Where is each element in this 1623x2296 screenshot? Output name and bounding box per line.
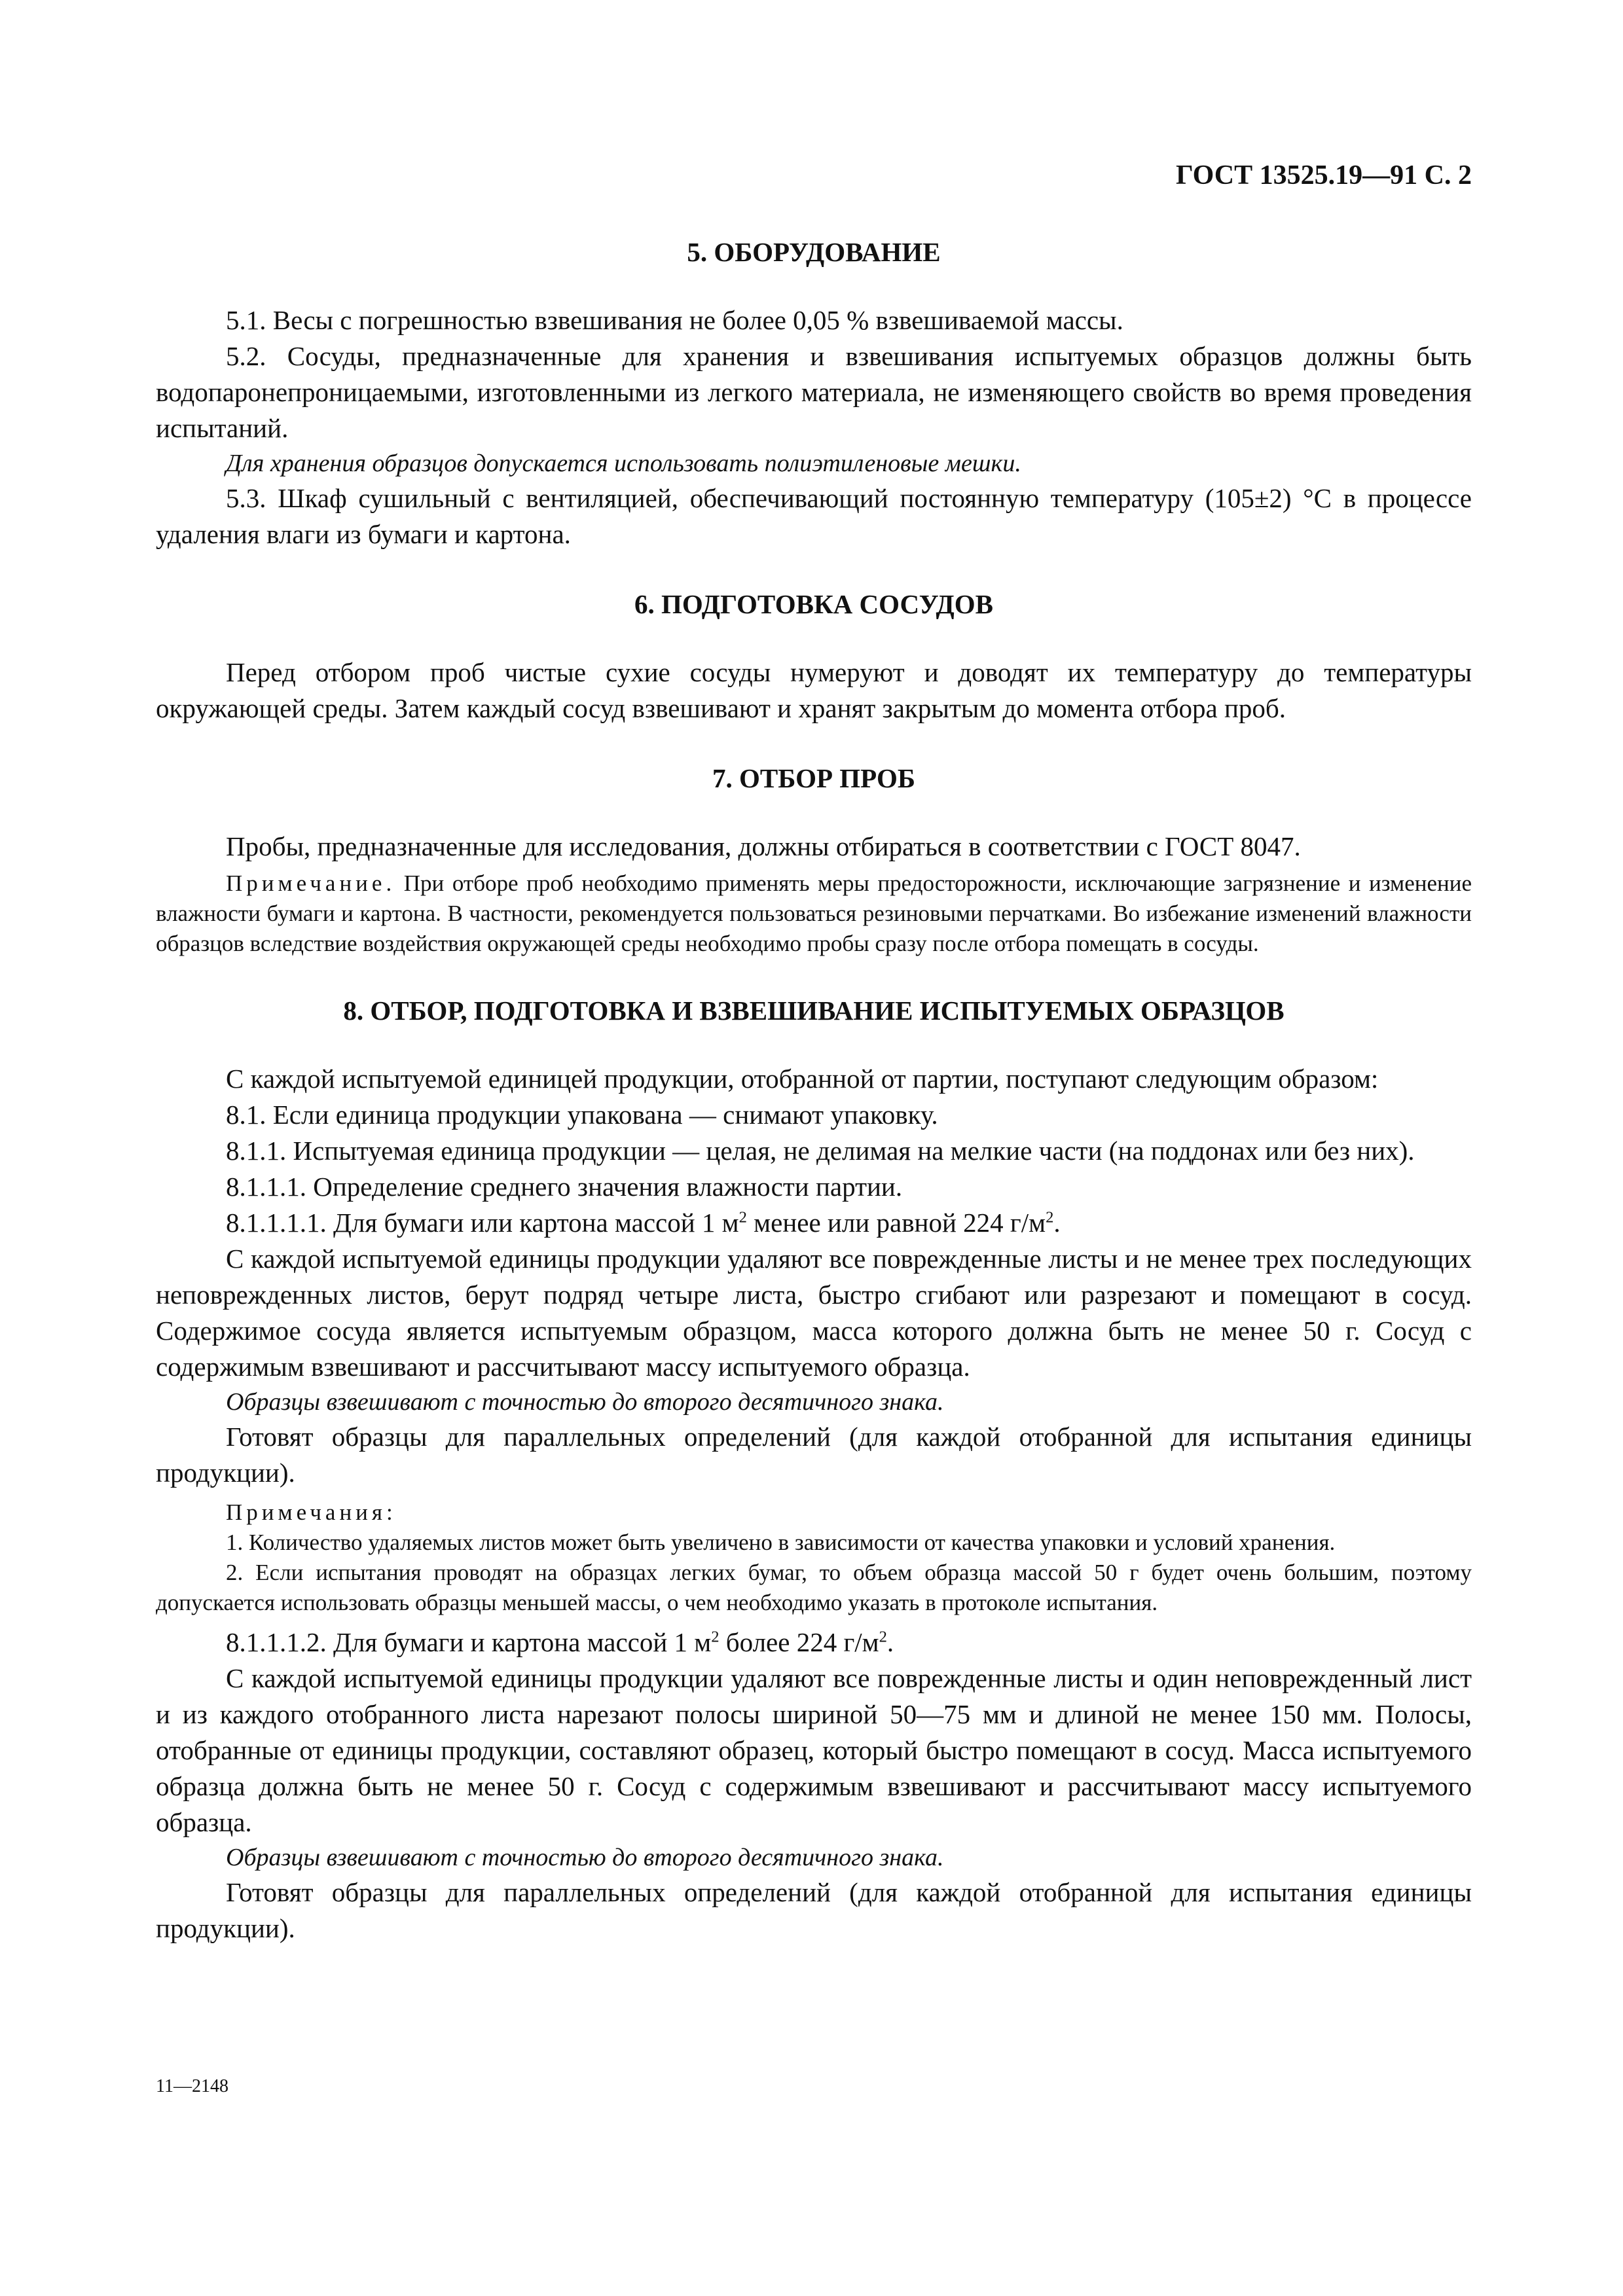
paragraph-8-1-1: 8.1.1. Испытуемая единица продукции — целая, не делимая на мелкие части (на поддонах или без них). <box>226 1136 1415 1166</box>
running-header: ГОСТ 13525.19—91 С. 2 <box>1175 160 1472 190</box>
section-6-title: 6. ПОДГОТОВКА СОСУДОВ <box>634 589 993 619</box>
paragraph-8-intro: С каждой испытуемой единицей продукции, отобранной от партии, поступают следующим образом: <box>226 1064 1379 1094</box>
note-text: При отборе проб необходимо применять меры предосторожности, исключающие загрязнение и изменение влажности бумаги и картона. В частности, рекомендуется пользоваться резиновыми перчатками. Во избежание изменений влажности образцов вследствие воздействия окружающей среды необходимо пробы сразу после отбора помещать в сосуды. <box>156 870 1472 956</box>
accuracy-note-1: Образцы взвешивают с точностью до второго десятичного знака. <box>226 1388 944 1416</box>
heading-part-a: 8.1.1.1.1. Для бумаги или картона массой 1 м <box>226 1208 739 1238</box>
note-2: 2. Если испытания проводят на образцах легких бумаг, то объем образца массой 50 г будет очень большим, поэтому допускается использовать образцы меньшей массы, о чем необходимо указать в протоколе испытания. <box>156 1560 1472 1615</box>
parallel-note-2: Готовят образцы для параллельных определений (для каждой отобранной для испытания единицы продукции). <box>156 1877 1472 1943</box>
paragraph-5-2-note: Для хранения образцов допускается использовать полиэтиленовые мешки. <box>226 450 1021 477</box>
paragraph-8-1-1-1-2-body: С каждой испытуемой единицы продукции удаляют все поврежденные листы и один неповрежденный лист и из каждого отобранного листа нарезают полосы шириной 50—75 мм и длиной не менее 150 мм. Полосы, отобранные от единицы продукции, составляют образец, который быстро помещают в сосуд. Масса испытуемого образца должна быть не менее 50 г. Сосуд с содержимым взвешивают и рассчитывают массу испытуемого образца. <box>156 1663 1472 1837</box>
superscript: 2 <box>711 1628 720 1646</box>
document-page <box>156 157 1472 1946</box>
heading-part-b: более 224 г/м <box>719 1627 879 1657</box>
superscript: 2 <box>739 1208 747 1227</box>
section-7-title: 7. ОТБОР ПРОБ <box>712 763 915 793</box>
paragraph-6-1: Перед отбором проб чистые сухие сосуды нумеруют и доводят их температуру до температуры окружающей среды. Затем каждый сосуд взвешивают и хранят закрытым до момента отбора проб. <box>156 657 1472 723</box>
heading-part-b: менее или равной 224 г/м <box>746 1208 1046 1238</box>
superscript: 2 <box>1046 1208 1054 1227</box>
notes-label: Примечания: <box>226 1499 397 1525</box>
paragraph-8-1-1-1-1: 8.1.1.1.1. Для бумаги или картона массой 1 $м^2$ менее или равной 224 $г/м^2$. <box>226 1208 1061 1238</box>
paragraph-8-1-1-1-2: 8.1.1.1.2. Для бумаги и картона массой 1 $м^2$ более 224 $г/м^2$. <box>226 1627 894 1657</box>
note-7 <box>156 869 1472 959</box>
note-label: Примечание. <box>226 870 396 896</box>
footer-code: 11—2148 <box>156 2076 228 2096</box>
accuracy-note-2: Образцы взвешивают с точностью до второго десятичного знака. <box>226 1844 944 1871</box>
paragraph-5-1: 5.1. Весы с погрешностью взвешивания не более 0,05 % взвешиваемой массы. <box>226 305 1123 335</box>
paragraph-8-1-1-1-1-body: С каждой испытуемой единицы продукции удаляют все поврежденные листы и не менее трех последующих неповрежденных листов, берут подряд четыре листа, быстро сгибают или разрезают и помещают в сосуд. Содержимое сосуда является испытуемым образцом, масса которого должна быть не менее 50 г. Сосуд с содержимым взвешивают и рассчитывают массу испытуемого образца. <box>156 1244 1472 1382</box>
note-1: 1. Количество удаляемых листов может быть увеличено в зависимости от качества упаковки и условий хранения. <box>226 1530 1336 1555</box>
paragraph-5-2: 5.2. Сосуды, предназначенные для хранения и взвешивания испытуемых образцов должны быть водопаронепроницаемыми, изготовленными из легкого материала, не изменяющего свойств во время проведения испытаний. <box>156 341 1472 443</box>
paragraph-8-1-1-1: 8.1.1.1. Определение среднего значения влажности партии. <box>226 1172 903 1202</box>
heading-part-a: 8.1.1.1.2. Для бумаги и картона массой 1 м <box>226 1627 712 1657</box>
section-5-title: 5. ОБОРУДОВАНИЕ <box>687 237 941 267</box>
paragraph-5-3: 5.3. Шкаф сушильный с вентиляцией, обеспечивающий постоянную температуру (105±2) °С в процессе удаления влаги из бумаги и картона. <box>156 483 1472 549</box>
superscript: 2 <box>879 1628 887 1646</box>
parallel-note-1: Готовят образцы для параллельных определений (для каждой отобранной для испытания единицы продукции). <box>156 1422 1472 1488</box>
section-8-title: 8. ОТБОР, ПОДГОТОВКА И ВЗВЕШИВАНИЕ ИСПЫТУЕМЫХ ОБРАЗЦОВ <box>343 996 1285 1026</box>
paragraph-8-1: 8.1. Если единица продукции упакована — снимают упаковку. <box>226 1100 938 1130</box>
paragraph-7-1: Пробы, предназначенные для исследования, должны отбираться в соответствии с ГОСТ 8047. <box>226 831 1301 861</box>
